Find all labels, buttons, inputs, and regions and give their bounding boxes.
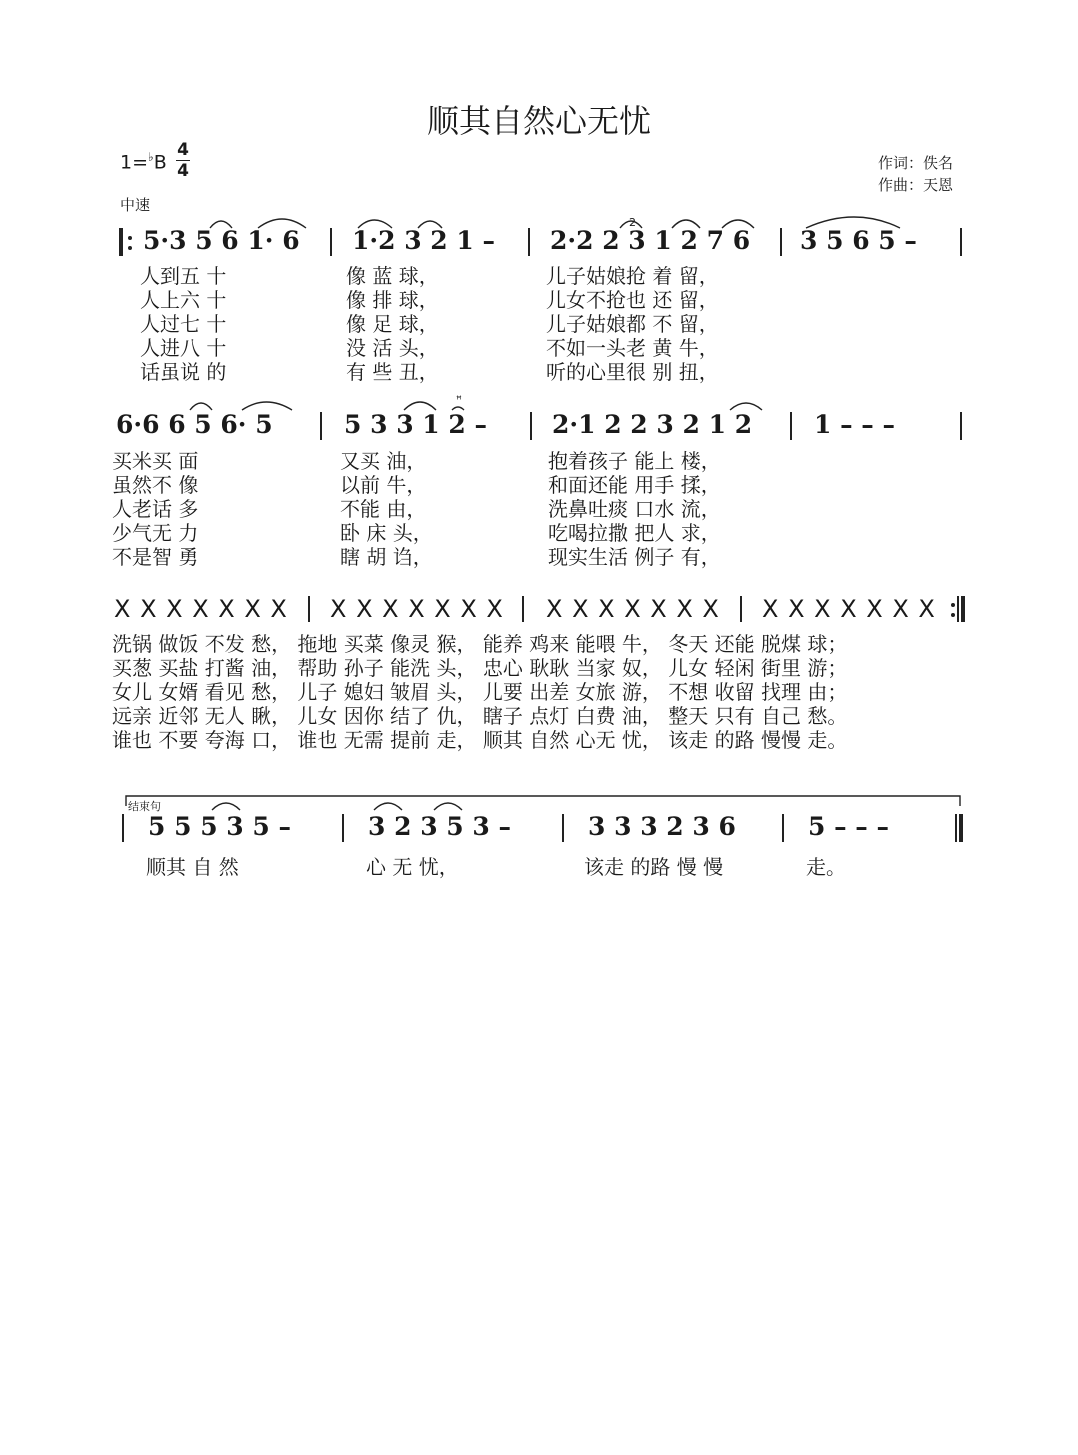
lyric-line: 虽然不 像 xyxy=(112,473,199,497)
barline xyxy=(782,814,784,842)
measure-1-3: 2·2 2 3 1 2 7 6 xyxy=(550,226,751,255)
measure-1-1: 5·3 5 6 1· 6 xyxy=(143,226,300,255)
measure-1-4: 3 5 6 5 – xyxy=(800,226,917,255)
lyric-line: 人进八 十 xyxy=(140,336,227,360)
barline xyxy=(530,412,532,440)
barline xyxy=(330,228,332,256)
slur xyxy=(190,403,212,410)
barline xyxy=(960,412,962,440)
lyric-line: 人过七 十 xyxy=(140,312,227,336)
song-title: 顺其自然心无忧 xyxy=(426,102,651,140)
barline xyxy=(790,412,792,440)
barline xyxy=(308,596,310,622)
lyric-line: 买米买 面 xyxy=(112,449,199,473)
flat-sign: ♭ xyxy=(148,150,154,164)
lyric-line: 洗锅 做饭 不发 愁， 拖地 买菜 像灵 猴， 能养 鸡来 能喂 牛， 冬天 还能 脱煤 球； xyxy=(112,632,848,656)
lyric-line: 抱着孩子 能上 楼， xyxy=(548,449,721,473)
lyrics-row3 xyxy=(112,632,847,752)
lyric-line: 吃喝拉撒 把人 求， xyxy=(548,521,721,545)
lyric-line: 像 排 球， xyxy=(346,288,439,312)
lyric-line: 女儿 女婿 看见 愁， 儿子 媳妇 皱眉 头， 儿要 出差 女旅 游， 不想 收留 找理 由； xyxy=(112,680,848,704)
slur xyxy=(404,402,436,410)
lyric-line: 儿子姑娘都 不 留， xyxy=(546,312,719,336)
lyric-line: 人到五 十 xyxy=(140,264,227,288)
ending-measure-1: 5 5 5 3 5 – xyxy=(148,812,291,841)
ending-lyric-2: 心 无 忧， xyxy=(366,855,459,879)
lyric-line: 现实生活 例子 有， xyxy=(548,545,721,569)
lyric-line: 不是智 勇 xyxy=(112,545,199,569)
barline xyxy=(522,596,524,622)
time-signature-top: 4 xyxy=(177,140,189,160)
repeat-end-barline-thick xyxy=(961,596,965,622)
repeat-dot xyxy=(951,603,955,607)
lyricist-credit: 作词：佚名 xyxy=(878,154,954,172)
lyric-line: 以前 牛， xyxy=(340,473,427,497)
lyric-line: 儿子姑娘抢 着 留， xyxy=(546,264,719,288)
composer-credit: 作曲：天恩 xyxy=(878,176,954,194)
lyric-line: 又买 油， xyxy=(340,449,427,473)
lyric-line: 谁也 不要 夸海 口， 谁也 无需 提前 走， 顺其 自然 心无 忧， 该走 的路 慢慢 走。 xyxy=(112,728,848,752)
measure-2-3: 2·1 2 2 3 2 1 2 xyxy=(552,410,753,439)
measure-2-4: 1 – – – xyxy=(814,410,896,439)
ending-measure-3: 3 3 3 2 3 6 xyxy=(588,812,736,841)
lyric-line: 不如一头老 黄 牛， xyxy=(546,336,719,360)
lyric-line: 人老话 多 xyxy=(112,497,199,521)
ending-bracket xyxy=(126,796,960,806)
lyric-line: 不能 由， xyxy=(340,497,427,521)
slur xyxy=(434,803,462,810)
measure-3-1: X X X X X X X xyxy=(114,595,288,623)
ending-measure-4: 5 – – – xyxy=(808,812,890,841)
lyrics-row2-col2 xyxy=(340,449,433,569)
lyric-line: 少气无 力 xyxy=(112,521,199,545)
lyric-line: 话虽说 的 xyxy=(140,360,227,384)
barline xyxy=(122,814,124,842)
repeat-dot xyxy=(128,246,132,250)
ending-lyric-1: 顺其 自 然 xyxy=(146,855,239,879)
repeat-dot xyxy=(951,613,955,617)
lyric-line: 买葱 买盐 打酱 油， 帮助 孙子 能洗 头， 忠心 耿耿 当家 奴， 儿女 轻闲 街里 游； xyxy=(112,656,848,680)
lyrics-row1-col2 xyxy=(346,264,439,384)
slur xyxy=(730,403,762,410)
barline xyxy=(562,814,564,842)
final-barline xyxy=(955,814,957,842)
ending-label: 结束句 xyxy=(128,800,161,813)
lyric-line: 有 些 丑， xyxy=(346,360,439,384)
lyrics-row1-col1 xyxy=(140,264,226,384)
slur xyxy=(242,402,292,410)
tempo-marking: 中速 xyxy=(120,196,151,214)
lyric-line: 像 足 球， xyxy=(346,312,439,336)
measure-2-1: 6·6 6 5 6· 5 xyxy=(116,410,273,439)
slur xyxy=(212,803,240,810)
barline xyxy=(528,228,530,256)
barline xyxy=(342,814,344,842)
repeat-start-barline xyxy=(119,228,123,256)
barline xyxy=(960,228,962,256)
measure-1-2: 1·2 3 2 1 – xyxy=(352,226,495,255)
ending-lyric-4: 走。 xyxy=(806,855,846,879)
grace-note: 2 xyxy=(629,216,636,229)
lyric-line: 听的心里很 别 扭， xyxy=(546,360,719,384)
lyric-line: 和面还能 用手 揉， xyxy=(548,473,721,497)
key-prefix: 1= xyxy=(120,151,149,174)
measure-2-2: 5 3 3 1 2 – xyxy=(344,410,487,439)
lyric-line: 卧 床 头， xyxy=(340,521,433,545)
lyric-line: 瞎 胡 诌， xyxy=(340,545,433,569)
lyric-line: 洗鼻吐痰 口水 流， xyxy=(548,497,721,521)
barline xyxy=(780,228,782,256)
ending-measure-2: 3 2 3 5 3 – xyxy=(368,812,511,841)
lyric-line: 没 活 头， xyxy=(346,336,439,360)
lyrics-row2-col1 xyxy=(112,449,198,569)
measure-3-2: X X X X X X X xyxy=(330,595,504,623)
trill-mark: ꟸ xyxy=(456,395,462,406)
barline xyxy=(320,412,322,440)
repeat-end-barline xyxy=(957,596,959,622)
lyric-line: 人上六 十 xyxy=(140,288,227,312)
lyric-line: 儿女不抢也 还 留， xyxy=(546,288,719,312)
slur xyxy=(374,803,402,810)
lyrics-row2-col3 xyxy=(548,449,721,569)
ending-lyric-3: 该走 的路 慢 慢 xyxy=(584,855,724,879)
lyric-line: 像 蓝 球， xyxy=(346,264,439,288)
lyric-line: 远亲 近邻 无人 瞅， 儿女 因你 结了 仇， 瞎子 点灯 白费 油， 整天 只有 自己 愁。 xyxy=(112,704,848,728)
measure-3-4: X X X X X X X xyxy=(762,595,936,623)
repeat-dot xyxy=(128,236,132,240)
time-signature-bottom: 4 xyxy=(177,161,189,181)
barline xyxy=(740,596,742,622)
measure-3-3: X X X X X X X xyxy=(546,595,720,623)
lyrics-row1-col3 xyxy=(546,264,719,384)
key-note: B xyxy=(153,151,167,174)
final-barline-thick xyxy=(959,814,963,842)
